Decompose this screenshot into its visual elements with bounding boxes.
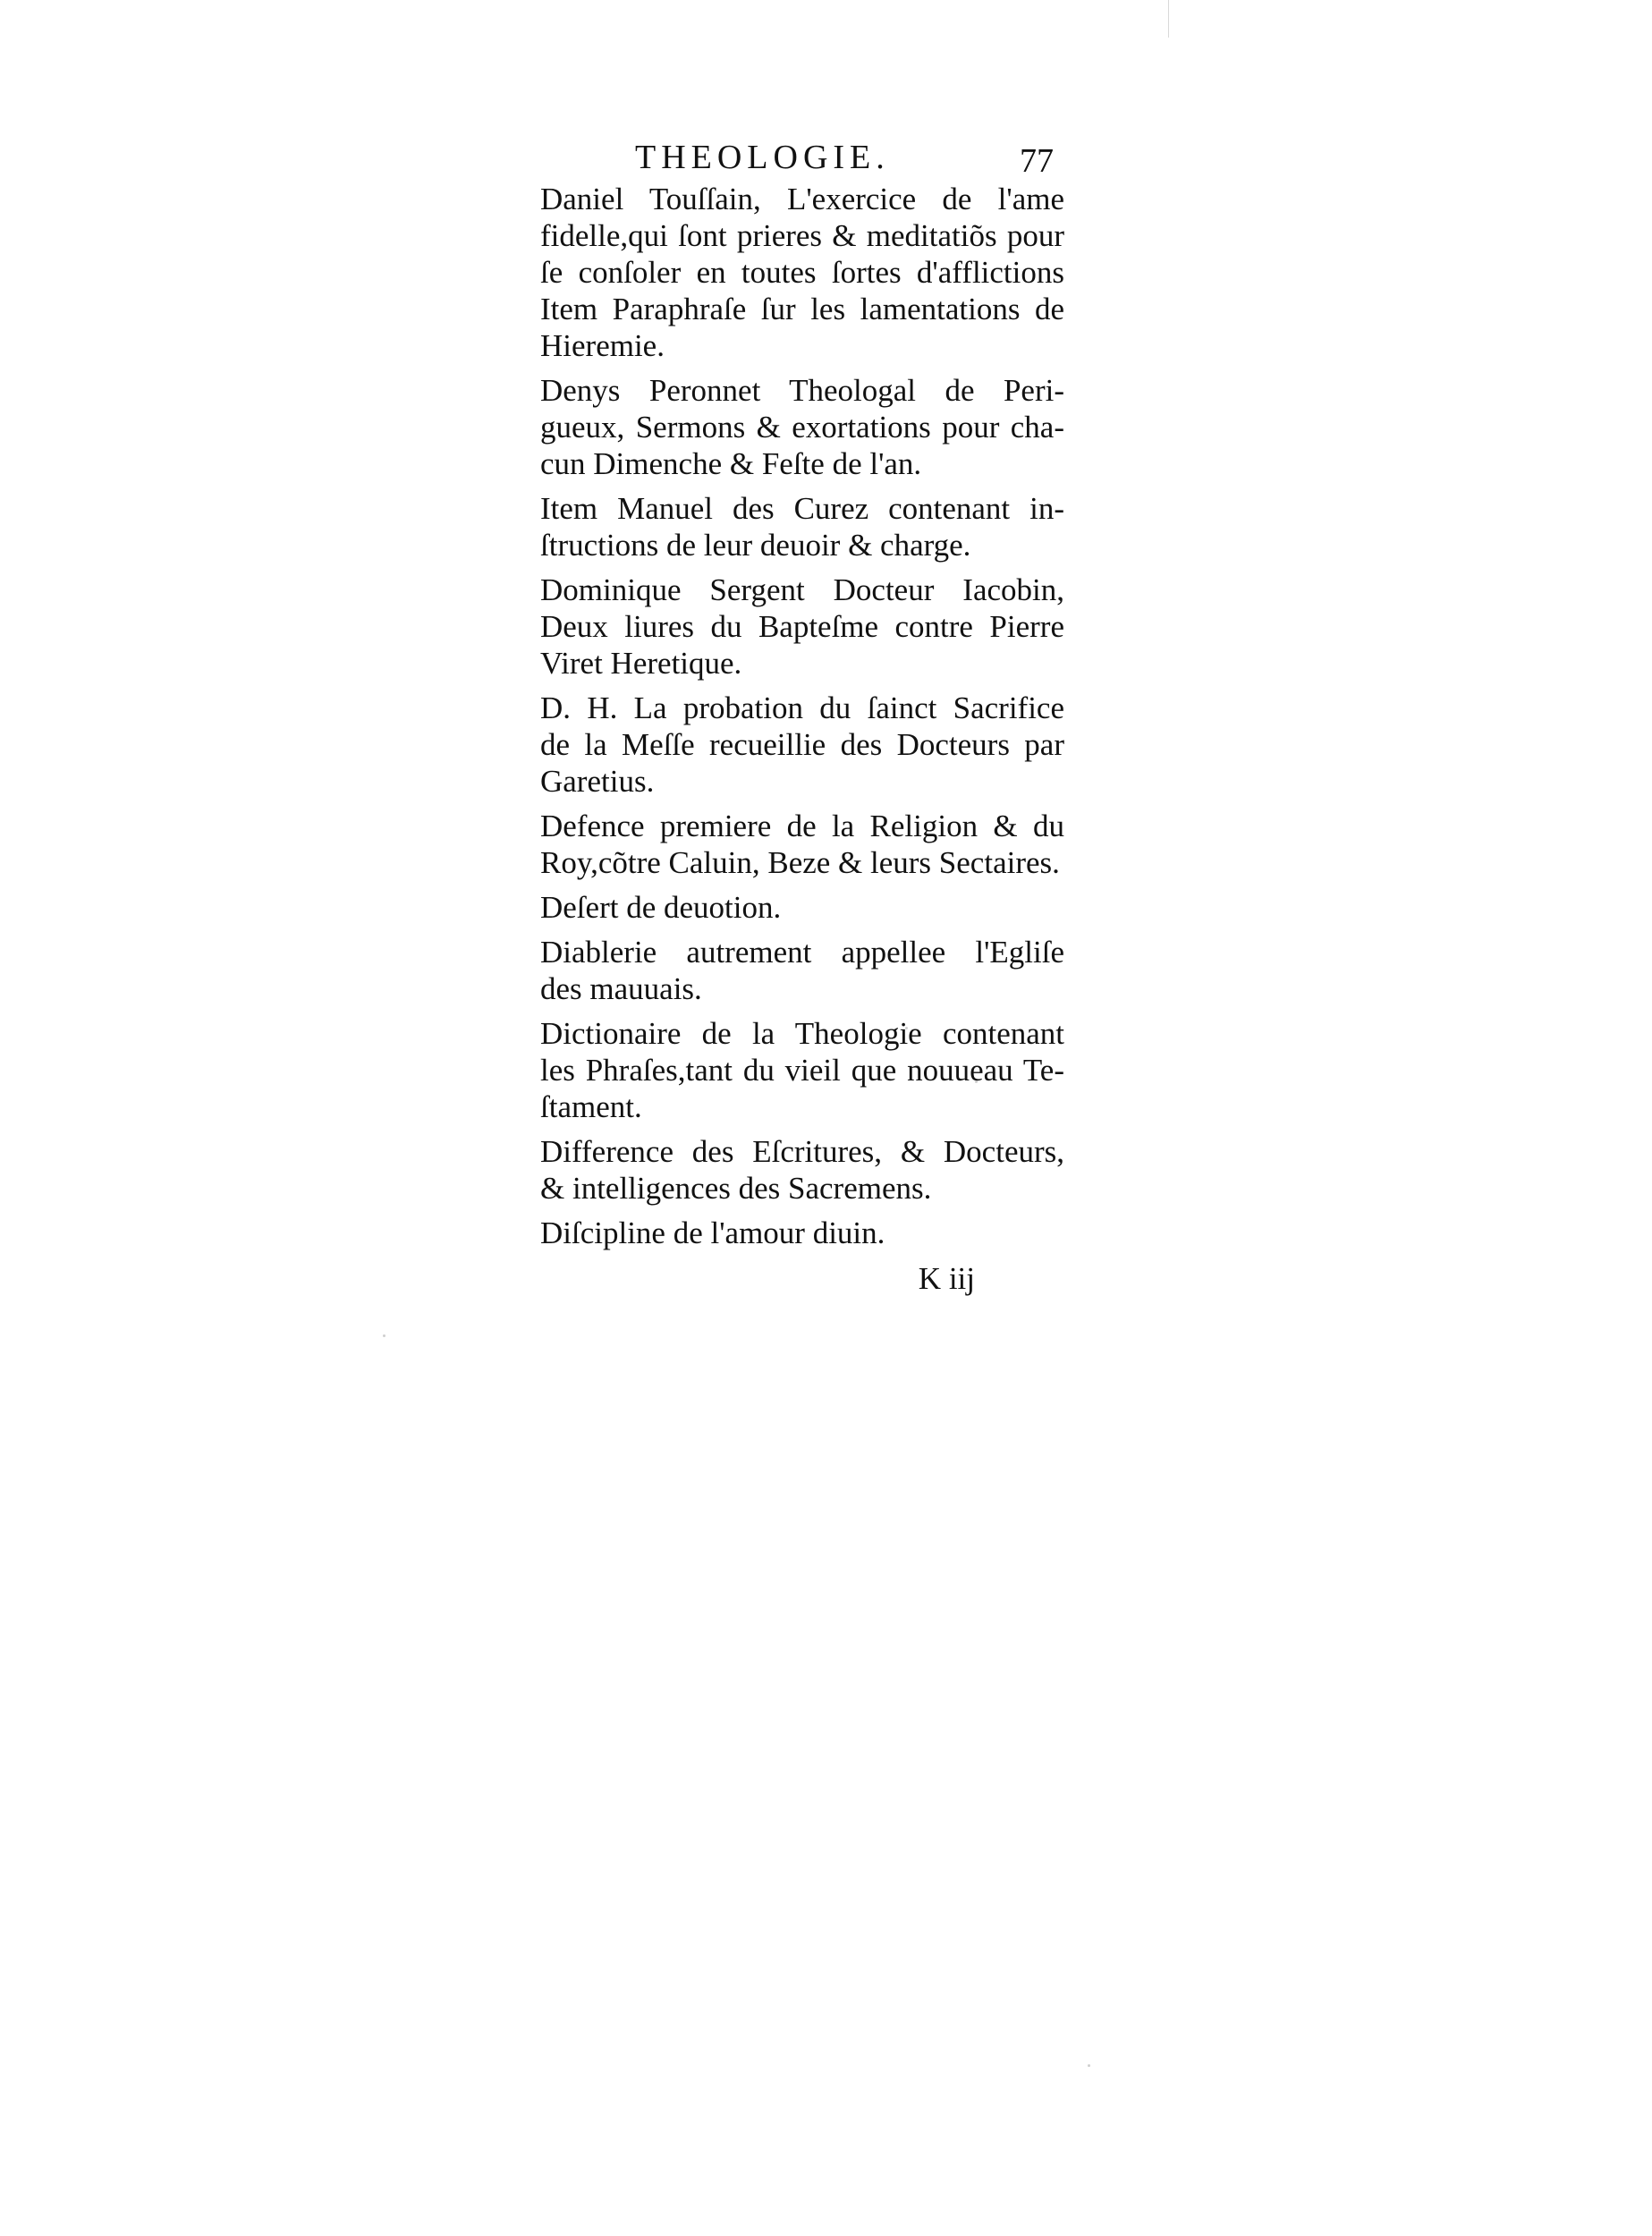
- entry-line: & intelligences des Sacremens.: [540, 1171, 932, 1206]
- entry-line: les Phraſes,tant du vieil que nouueau Te-: [540, 1053, 1064, 1088]
- text-column: [519, 134, 1064, 1299]
- entry-list: [519, 181, 1064, 1251]
- entry-line: Denys Peronnet Theologal de Peri-: [540, 373, 1064, 408]
- entry-line: Viret Heretique.: [540, 646, 742, 681]
- entry-line: Diſcipline de l'amour diuin.: [540, 1215, 885, 1250]
- entry-line: Diablerie autrement appellee l'Egliſe: [540, 935, 1064, 970]
- entry-line: cun Dimenche & Feſte de l'an.: [540, 446, 922, 481]
- entry-line: Daniel Touſſain, L'exercice de l'ame: [540, 182, 1064, 216]
- entry-line: Deſert de deuotion.: [540, 890, 782, 925]
- margin-rule-mark: [1168, 0, 1169, 38]
- entry-line: ſtructions de leur deuoir & charge.: [540, 528, 971, 563]
- entry-line: ſtament.: [540, 1089, 642, 1124]
- entry-line: ſe conſoler en toutes ſortes d'afflictions: [540, 255, 1064, 290]
- bibliography-entry: [519, 934, 1064, 1007]
- entry-line: D. H. La probation du ſainct Sacrifice: [540, 690, 1064, 725]
- entry-line: gueux, Sermons & exortations pour cha-: [540, 410, 1064, 445]
- entry-line: Roy,cõtre Caluin, Beze & leurs Sectaires.: [540, 845, 1060, 880]
- entry-line: de la Meſſe recueillie des Docteurs par: [540, 727, 1064, 762]
- bibliography-entry: [519, 690, 1064, 800]
- bibliography-entry: [519, 808, 1064, 881]
- entry-line: Item Paraphraſe ſur les lamentations de: [540, 292, 1064, 326]
- bibliography-entry: [519, 1133, 1064, 1207]
- entry-line: Dominique Sergent Docteur Iacobin,: [540, 572, 1064, 607]
- bibliography-entry: [519, 889, 1064, 926]
- bibliography-entry: [519, 1215, 1064, 1251]
- entry-line: Hieremie.: [540, 328, 665, 363]
- entry-line: Defence premiere de la Religion & du: [540, 809, 1064, 843]
- entry-line: Dictionaire de la Theologie contenant: [540, 1016, 1064, 1051]
- bibliography-entry: [519, 572, 1064, 682]
- ink-speck: [383, 1334, 385, 1337]
- entry-line: des mauuais.: [540, 971, 702, 1006]
- entry-line: Garetius.: [540, 764, 655, 799]
- running-head: [519, 134, 1064, 181]
- signature-mark: K iij: [918, 1261, 975, 1296]
- running-head-title: THEOLOGIE.: [635, 139, 890, 176]
- entry-line: Difference des Eſcritures, & Docteurs,: [540, 1134, 1064, 1169]
- ink-speck: [1088, 2064, 1090, 2067]
- bibliography-entry: [519, 372, 1064, 482]
- bibliography-entry: [519, 181, 1064, 364]
- bibliography-entry: [519, 490, 1064, 563]
- bibliography-entry: [519, 1015, 1064, 1125]
- entry-line: Deux liures du Bapteſme contre Pierre: [540, 609, 1064, 644]
- entry-line: Item Manuel des Curez contenant in-: [540, 491, 1064, 526]
- entry-line: fidelle,qui ſont prieres & meditatiõs pour: [540, 218, 1064, 253]
- page-number: 77: [1020, 142, 1054, 180]
